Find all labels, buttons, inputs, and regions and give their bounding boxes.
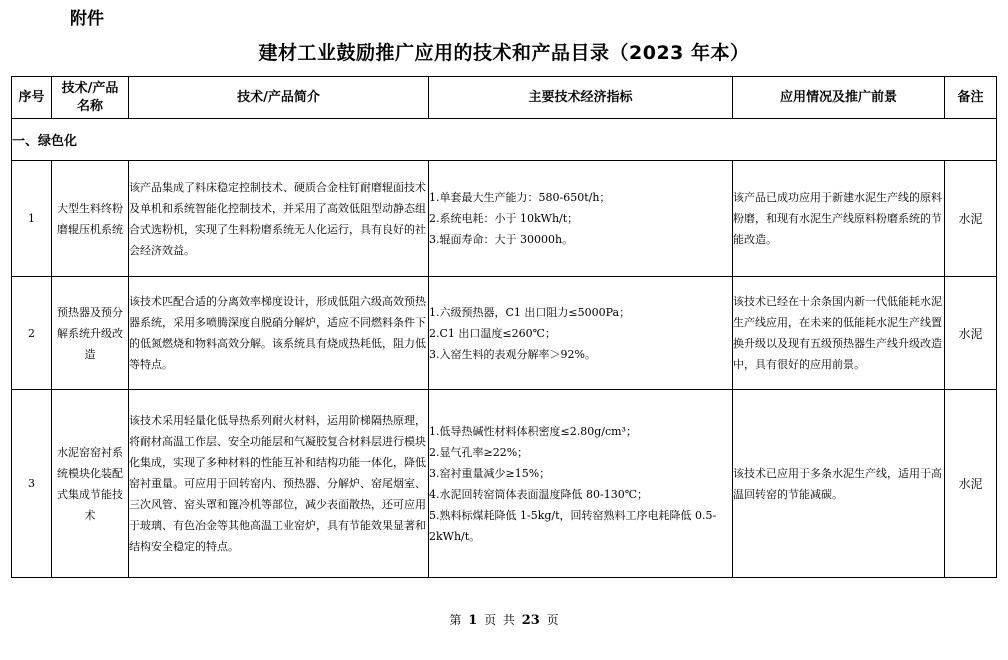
- row-seq: 3: [12, 390, 52, 578]
- indicator-line: 2.系统电耗：小于 10kWh/t；: [429, 212, 579, 225]
- indicator-line: 4.水泥回转窑筒体表面温度降低 80-130℃；: [429, 487, 649, 501]
- footer-prefix: 第: [449, 613, 462, 627]
- row-name: 水泥窑窑衬系统模块化装配式集成节能技术: [52, 390, 129, 578]
- row-intro: 该技术匹配合适的分离效率梯度设计，形成低阻六级高效预热器系统，采用多喷腾深度自脱硝分解炉，适应不同燃料条件下的低氮燃烧和物料高效分解。该系统具有烧成热耗低，阻力低等特点。: [129, 277, 429, 390]
- row-application: 该技术已应用于多条水泥生产线，适用于高温回转窑的节能减碳。: [733, 390, 945, 578]
- footer-suffix: 页: [546, 613, 559, 627]
- row-name: 大型生料终粉磨辊压机系统: [52, 161, 129, 277]
- indicator-line: 1.低导热碱性材料体积密度≤2.80g/cm³；: [429, 424, 637, 438]
- indicator-line: 1.单套最大生产能力：580-650t/h；: [429, 191, 611, 204]
- header-seq: 序号: [12, 77, 52, 119]
- header-name-line-1: 技术/产品: [61, 80, 119, 96]
- header-remarks: 备注: [945, 77, 997, 119]
- indicator-line: 2.显气孔率≥22%；: [429, 445, 529, 459]
- row-intro: 该技术采用轻量化低导热系列耐火材料，运用阶梯隔热原理，将耐材高温工作层、安全功能层和气凝胶复合材料层进行模块化集成，实现了多种材料的性能互补和结构功能一体化，降低窑衬重量。可应用于回转窑内、预热器、分解炉、窑尾烟室、三次风管、窑头罩和篦冷机等部位，减少表面散热，还可应用于玻璃、有色冶金等其他高温工业窑炉，具有节能效果显著和结构安全稳定的特点。: [129, 390, 429, 578]
- table-row: [12, 161, 997, 277]
- indicator-line: 3.辊面寿命：大于 30000h。: [429, 233, 574, 246]
- indicator-line: 5.熟料标煤耗降低 1-5kg/t，回转窑熟料工序电耗降低 0.5-2kWh/t。: [429, 508, 717, 543]
- row-indicators: [429, 390, 733, 578]
- table-row: [12, 390, 997, 578]
- header-application: 应用情况及推广前景: [733, 77, 945, 119]
- header-indicators: 主要技术经济指标: [429, 77, 733, 119]
- footer-total-pages: 23: [521, 613, 540, 628]
- indicator-line: 3.入窑生料的表观分解率＞92%。: [429, 347, 596, 361]
- footer-middle: 页 共: [484, 613, 515, 627]
- row-remarks: 水泥: [945, 277, 997, 390]
- row-application: 该产品已成功应用于新建水泥生产线的原料粉磨，和现有水泥生产线原料粉磨系统的节能改造。: [733, 161, 945, 277]
- section-row: [12, 119, 997, 161]
- indicator-line: 3.窑衬重量减少≥15%；: [429, 466, 551, 480]
- row-indicators: [429, 161, 733, 277]
- page-footer: [0, 611, 1008, 628]
- footer-page-number: 1: [468, 613, 478, 628]
- row-seq: 1: [12, 161, 52, 277]
- row-remarks: 水泥: [945, 390, 997, 578]
- attachment-label: 附件: [70, 9, 104, 29]
- table-row: [12, 277, 997, 390]
- section-title: 一、绿色化: [12, 119, 997, 161]
- row-indicators: [429, 277, 733, 390]
- document-title: 建材工业鼓励推广应用的技术和产品目录（2023 年本）: [258, 42, 750, 64]
- catalog-table: [11, 76, 997, 578]
- header-row: [12, 77, 997, 119]
- header-name: [52, 77, 129, 119]
- row-application: 该技术已经在十余条国内新一代低能耗水泥生产线应用，在未来的低能耗水泥生产线置换升级以及现有五级预热器生产线升级改造中，具有很好的应用前景。: [733, 277, 945, 390]
- row-name: 预热器及预分解系统升级改造: [52, 277, 129, 390]
- header-name-line-2: 名称: [76, 98, 103, 114]
- header-intro: 技术/产品简介: [129, 77, 429, 119]
- indicator-line: 1.六级预热器，C1 出口阻力≤5000Pa；: [429, 305, 631, 319]
- row-remarks: 水泥: [945, 161, 997, 277]
- row-intro: 该产品集成了料床稳定控制技术、硬质合金柱钉耐磨辊面技术及单机和系统智能化控制技术，并采用了高效低阻型动静态组合式选粉机，实现了生料粉磨系统无人化运行，具有良好的社会经济效益。: [129, 161, 429, 277]
- row-seq: 2: [12, 277, 52, 390]
- indicator-line: 2.C1 出口温度≤260℃；: [429, 326, 556, 340]
